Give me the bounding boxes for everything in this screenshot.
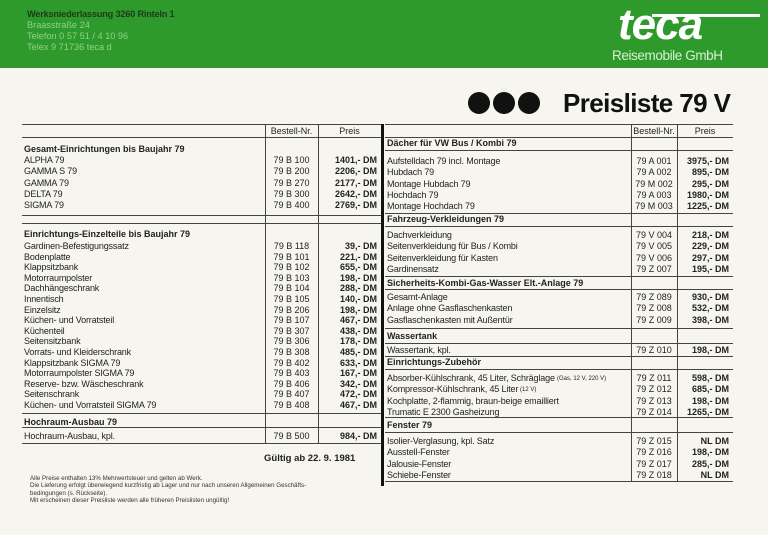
item-description: Trumatic E 2300 Gasheizung <box>387 406 500 417</box>
item-order-no: 79 A 003 <box>636 189 672 200</box>
item-price: 221,- DM <box>339 251 377 262</box>
item-order-no: 79 B 105 <box>273 294 310 304</box>
address-line: Werksniederlassung 3260 Rinteln 1 <box>27 9 175 19</box>
item-price: 1980,- DM <box>686 189 729 200</box>
item-order-no: 79 B 402 <box>273 357 310 368</box>
item-note: (Gas, 12 V, 220 V) <box>557 376 607 382</box>
item-order-no: 79 A 002 <box>636 167 672 178</box>
item-price: 198,- DM <box>691 345 729 355</box>
item-order-no: 79 A 001 <box>636 156 672 166</box>
column-header-order-no: Bestell-Nr. <box>270 126 313 136</box>
column-header-price: Preis <box>694 126 716 136</box>
company-address <box>27 9 174 53</box>
item-order-no: 79 V 004 <box>635 230 673 240</box>
item-order-no: 79 Z 010 <box>636 345 672 355</box>
item-order-no: 79 Z 007 <box>636 263 672 274</box>
rule <box>22 137 381 138</box>
item-description: Vorrats- und Kleiderschrank <box>24 347 132 357</box>
title-text: Preisliste 79 V <box>563 87 731 118</box>
item-order-no: 79 Z 016 <box>636 447 672 458</box>
item-order-no: 79 B 300 <box>273 188 310 199</box>
item-price: 984,- DM <box>339 431 377 441</box>
item-description: Seitenverkleidung für Bus / Kombi <box>387 241 518 252</box>
item-price: 2206,- DM <box>334 166 377 177</box>
item-price: NL DM <box>700 469 729 480</box>
item-order-no: 79 B 206 <box>273 304 310 315</box>
bullet-dot-icon <box>468 92 490 114</box>
item-price: 1225,- DM <box>686 201 729 212</box>
section-heading: Einrichtungs-Einzelteile bis Baujahr 79 <box>24 229 191 239</box>
item-price: 655,- DM <box>339 262 377 273</box>
item-description: Klappsitzbank <box>24 262 79 273</box>
item-price: 288,- DM <box>339 283 377 294</box>
item-description: Küchenteil <box>24 325 65 336</box>
page-title <box>468 88 730 118</box>
price-table-right <box>385 124 733 482</box>
price-table-left <box>22 124 381 444</box>
item-order-no: 79 B 400 <box>273 200 310 211</box>
item-description: Aufstelldach 79 incl. Montage <box>387 156 501 166</box>
rule <box>385 226 733 227</box>
section-heading: Dächer für VW Bus / Kombi 79 <box>387 138 517 148</box>
logo-subtitle: Reisemobile GmbH <box>612 48 723 63</box>
item-order-no: 79 B 407 <box>273 389 310 400</box>
section-heading: Hochraum-Ausbau 79 <box>24 417 118 427</box>
item-order-no: 79 B 103 <box>273 272 310 283</box>
footnote: Mit erscheinen dieser Preisliste werden alle früheren Preislisten ungültig! <box>30 497 230 505</box>
item-order-no: 79 B 102 <box>273 262 310 273</box>
item-description: Innentisch <box>24 294 64 304</box>
item-order-no: 79 V 005 <box>635 241 673 252</box>
item-order-no: 79 B 107 <box>273 315 310 326</box>
rule <box>385 432 733 433</box>
item-order-no: 79 M 003 <box>635 201 673 212</box>
item-price: 198,- DM <box>339 304 377 315</box>
item-description: Hochraum-Ausbau, kpl. <box>24 431 115 441</box>
rule <box>385 343 733 344</box>
item-order-no: 79 B 500 <box>273 431 310 441</box>
address-line: Braasstraße 24 <box>27 20 90 30</box>
item-price: 198,- DM <box>691 447 729 458</box>
item-description: GAMMA S 79 <box>24 166 78 177</box>
rule <box>385 481 733 482</box>
item-price: 195,- DM <box>691 263 729 274</box>
item-price: NL DM <box>700 436 729 446</box>
item-order-no: 79 B 200 <box>273 166 310 177</box>
item-description: Einzelsitz <box>24 304 61 315</box>
section-heading: Fenster 79 <box>387 420 433 430</box>
item-price: 140,- DM <box>339 294 377 304</box>
item-order-no: 79 B 307 <box>273 325 310 336</box>
rule <box>22 124 381 125</box>
section-heading: Sicherheits-Kombi-Gas-Wasser Elt.-Anlage 79 <box>387 278 584 288</box>
footnote: Alle Preise enthalten 13% Mehrwertsteuer und gelten ab Werk. <box>30 475 203 482</box>
item-order-no: 79 Z 017 <box>636 458 672 469</box>
item-price: 218,- DM <box>691 230 729 240</box>
rule <box>22 413 381 414</box>
item-description: Jalousie-Fenster <box>387 458 452 469</box>
item-price: 2642,- DM <box>334 188 377 199</box>
footnote: bedingungen (s. Rückseite). <box>30 489 108 497</box>
item-price: 297,- DM <box>691 252 729 263</box>
item-order-no: 79 B 100 <box>273 155 310 165</box>
item-price: 485,- DM <box>339 347 377 357</box>
item-description: Schiebe-Fenster <box>387 469 451 480</box>
item-order-no: 79 Z 089 <box>636 292 672 302</box>
item-price: 598,- DM <box>691 373 729 383</box>
item-price: 229,- DM <box>691 241 729 252</box>
item-description: Kompressor-Kühlschrank, 45 Liter <box>387 384 519 395</box>
item-note: (12 V) <box>520 387 537 394</box>
item-price: 467,- DM <box>339 400 377 410</box>
item-price: 342,- DM <box>339 378 377 389</box>
item-description: Kochplatte, 2-flammig, braun-beige emailliert <box>387 395 559 406</box>
item-price: 198,- DM <box>339 272 377 283</box>
item-order-no: 79 Z 018 <box>636 469 672 480</box>
item-description: Isolier-Verglasung, kpl. Satz <box>387 436 495 446</box>
item-price: 167,- DM <box>339 368 377 379</box>
valid-from: Gültig ab 22. 9. 1981 <box>264 453 356 464</box>
item-description: Gesamt-Anlage <box>387 292 448 302</box>
item-description: Absorber-Kühlschrank, 45 Liter, Schräglage <box>387 373 555 383</box>
item-description: Montage Hubdach 79 <box>387 178 471 189</box>
item-description: Motorraumpolster <box>24 272 93 283</box>
item-order-no: 79 Z 009 <box>636 314 672 325</box>
item-description: Gardinen-Befestigungssatz <box>24 241 129 251</box>
item-order-no: 79 B 403 <box>273 368 310 379</box>
section-heading: Gesamt-Einrichtungen bis Baujahr 79 <box>24 144 185 154</box>
bullet-dot-icon <box>493 92 515 114</box>
rule <box>22 443 381 444</box>
item-description: Hochdach 79 <box>387 189 439 200</box>
rule <box>385 150 733 151</box>
item-order-no: 79 Z 013 <box>636 395 672 406</box>
item-description: Dachverkleidung <box>387 230 452 240</box>
item-description: Klappsitzbank SIGMA 79 <box>24 357 121 368</box>
rule <box>385 328 733 329</box>
section-heading: Fahrzeug-Verkleidungen 79 <box>387 214 505 224</box>
column-header-order-no: Bestell-Nr. <box>633 126 675 136</box>
item-order-no: 79 B 406 <box>273 378 310 389</box>
item-price: 895,- DM <box>691 167 729 178</box>
item-price: 930,- DM <box>691 292 729 302</box>
item-order-no: 79 B 270 <box>273 177 310 188</box>
section-heading: Einrichtungs-Zubehör <box>387 357 481 367</box>
item-order-no: 79 M 002 <box>635 178 673 189</box>
center-divider <box>381 124 384 486</box>
item-description: GAMMA 79 <box>24 177 69 188</box>
bullet-dot-icon <box>518 92 540 114</box>
item-price: 285,- DM <box>691 458 729 469</box>
item-order-no: 79 B 308 <box>273 347 310 357</box>
logo-word: teca <box>618 0 703 49</box>
item-description: Dachhängeschrank <box>24 283 100 294</box>
rule <box>385 369 733 370</box>
item-price: 198,- DM <box>691 395 729 406</box>
item-price: 1265,- DM <box>686 406 729 417</box>
item-order-no: 79 B 306 <box>273 336 310 347</box>
item-description: Anlage ohne Gasflaschenkasten <box>387 303 513 314</box>
item-price: 685,- DM <box>691 384 729 395</box>
item-description: Seitensitzbank <box>24 336 81 347</box>
item-price: 2769,- DM <box>334 200 377 211</box>
item-description: Reserve- bzw. Wäscheschrank <box>24 378 144 389</box>
item-description: Motorraumpolster SIGMA 79 <box>24 368 135 379</box>
item-description: SIGMA 79 <box>24 200 64 211</box>
item-order-no: 79 V 006 <box>635 252 673 263</box>
address-phone: Telefon 0 57 51 / 4 10 96 <box>27 31 129 41</box>
item-order-no: 79 B 118 <box>273 241 310 251</box>
item-order-no: 79 Z 012 <box>636 384 672 395</box>
item-description: DELTA 79 <box>24 188 63 199</box>
item-order-no: 79 B 104 <box>273 283 310 294</box>
footnote: Die Lieferung erfolgt überwiegend kurzfristig ab Lager und nur nach unseren Allgemeinen Geschäfts- <box>30 482 307 490</box>
item-description: ALPHA 79 <box>24 155 65 165</box>
item-price: 1401,- DM <box>334 155 377 165</box>
item-order-no: 79 Z 014 <box>636 406 672 417</box>
item-description: Küchen- und Vorratsteil SIGMA 79 <box>24 400 157 410</box>
item-order-no: 79 B 408 <box>273 400 310 410</box>
item-price: 467,- DM <box>339 315 377 326</box>
item-price: 532,- DM <box>691 303 729 314</box>
item-description: Gasflaschenkasten mit Außentür <box>387 314 513 325</box>
item-order-no: 79 Z 008 <box>636 303 672 314</box>
item-description: Hubdach 79 <box>387 167 435 178</box>
item-price: 295,- DM <box>691 178 729 189</box>
rule <box>22 427 381 428</box>
item-description: Seitenschrank <box>24 389 80 400</box>
section-heading: Wassertank <box>387 331 438 341</box>
item-price: 39,- DM <box>344 241 377 251</box>
rule <box>22 215 381 216</box>
item-price: 178,- DM <box>339 336 377 347</box>
item-order-no: 79 Z 011 <box>636 373 672 383</box>
column-header-price: Preis <box>339 126 360 136</box>
item-price: 2177,- DM <box>334 177 377 188</box>
item-price: 472,- DM <box>339 389 377 400</box>
item-order-no: 79 Z 015 <box>636 436 672 446</box>
item-description: Bodenplatte <box>24 251 71 262</box>
teca-logo <box>610 0 760 64</box>
rule <box>385 289 733 290</box>
item-description: Montage Hochdach 79 <box>387 201 475 212</box>
item-description: Gardinensatz <box>387 263 439 274</box>
item-price: 3975,- DM <box>686 156 729 166</box>
item-price: 398,- DM <box>691 314 729 325</box>
item-price: 633,- DM <box>339 357 377 368</box>
item-price: 438,- DM <box>339 325 377 336</box>
item-description: Ausstell-Fenster <box>387 447 450 458</box>
rule <box>22 223 381 224</box>
header-band <box>0 0 768 68</box>
address-telex: Telex 9 71736 teca d <box>27 42 112 52</box>
footnotes <box>30 475 306 505</box>
item-order-no: 79 B 101 <box>273 251 310 262</box>
item-description: Seitenverkleidung für Kasten <box>387 252 498 263</box>
rule <box>385 276 733 277</box>
item-description: Küchen- und Vorratsteil <box>24 315 115 326</box>
item-description: Wassertank, kpl. <box>387 345 451 355</box>
rule <box>385 124 733 125</box>
